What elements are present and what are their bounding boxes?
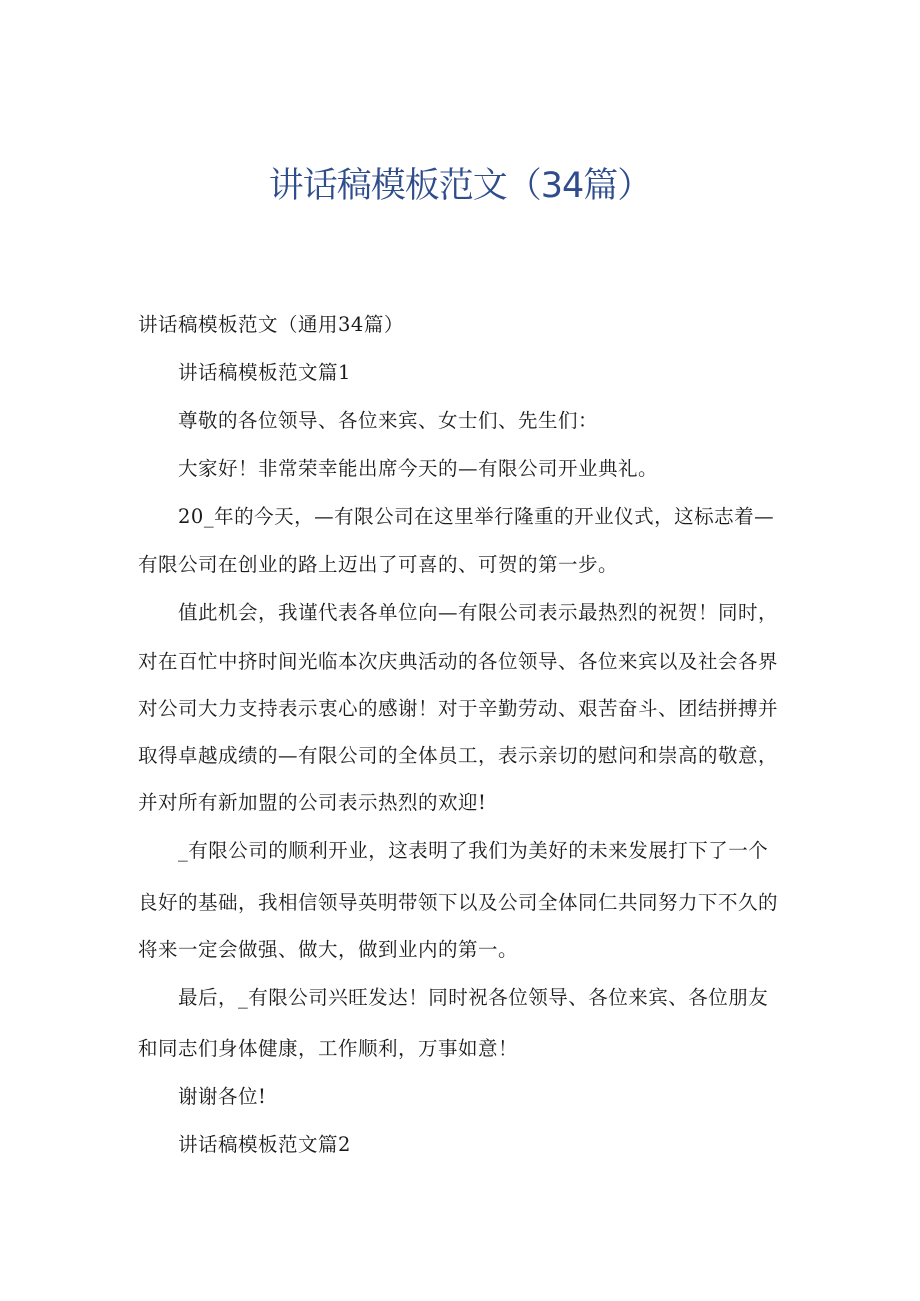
paragraph-line: 和同志们身体健康，工作顺利，万事如意！ (138, 1037, 519, 1060)
paragraph-line: 并对所有新加盟的公司表示热烈的欢迎! (138, 791, 487, 814)
paragraph-line: 取得卓越成绩的—有限公司的全体员工，表示亲切的慰问和崇高的敬意， (138, 744, 779, 767)
paragraph-line: 20_年的今天，—有限公司在这里举行隆重的开业仪式，这标志着— (178, 505, 775, 528)
paragraph-line: 对在百忙中挤时间光临本次庆典活动的各位领导、各位来宾以及社会各界 (138, 650, 779, 673)
section-heading: 讲话稿模板范文篇1 (178, 361, 351, 384)
paragraph-line: 良好的基础，我相信领导英明带领下以及公司全体同仁共同努力下不久的 (138, 891, 779, 914)
paragraph-line: 最后，_有限公司兴旺发达！同时祝各位领导、各位来宾、各位朋友 (178, 986, 769, 1009)
paragraph-line: 尊敬的各位领导、各位来宾、女士们、先生们： (178, 409, 599, 432)
paragraph-line: _有限公司的顺利开业，这表明了我们为美好的未来发展打下了一个 (178, 839, 769, 862)
paragraph-line: 谢谢各位! (178, 1085, 267, 1108)
paragraph-line: 有限公司在创业的路上迈出了可喜的、可贺的第一步。 (138, 553, 619, 576)
paragraph-line: 大家好！非常荣幸能出席今天的—有限公司开业典礼。 (178, 457, 659, 480)
paragraph-line: 将来一定会做强、做大，做到业内的第一。 (138, 938, 519, 961)
paragraph-line: 值此机会，我谨代表各单位向—有限公司表示最热烈的祝贺！同时， (178, 601, 779, 624)
paragraph-line: 对公司大力支持表示衷心的感谢！对于辛勤劳动、艰苦奋斗、团结拼搏并 (138, 697, 779, 720)
document-title: 讲话稿模板范文（34篇） (268, 166, 652, 206)
document-subtitle: 讲话稿模板范文（通用34篇） (138, 313, 404, 336)
section-heading: 讲话稿模板范文篇2 (178, 1133, 351, 1156)
